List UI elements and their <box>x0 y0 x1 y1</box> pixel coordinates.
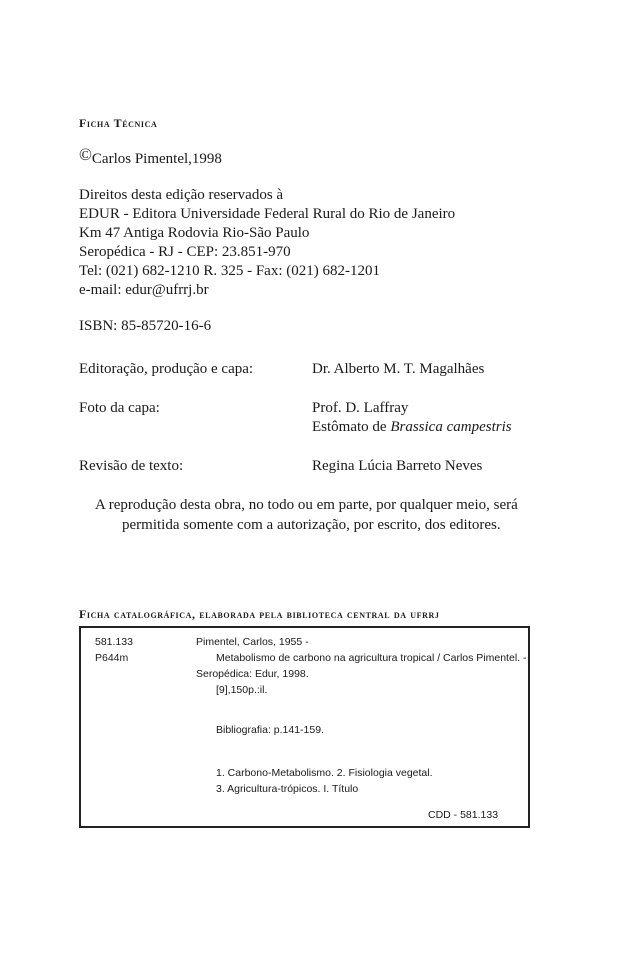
credit-foto-label: Foto da capa: <box>79 400 160 416</box>
credit-revisao-value: Regina Lúcia Barreto Neves <box>312 458 483 474</box>
ficha-tecnica-heading: Ficha Técnica <box>79 116 158 130</box>
publisher-city: Seropédica - RJ - CEP: 23.851-970 <box>79 244 291 260</box>
reproduction-notice-line2: permitida somente com a autorização, por escrito, dos editores. <box>122 517 501 533</box>
catalog-cdd: CDD - 581.133 <box>428 809 499 821</box>
isbn: ISBN: 85-85720-16-6 <box>79 318 212 334</box>
publisher-name: EDUR - Editora Universidade Federal Rural do Rio de Janeiro <box>79 206 456 222</box>
copyright-holder: Carlos Pimentel,1998 <box>91 151 222 167</box>
catalog-subjects-line1: 1. Carbono-Metabolismo. 2. Fisiologia vegetal. <box>216 767 433 779</box>
copyright-symbol: © <box>79 145 92 164</box>
copyright-line <box>79 145 222 169</box>
catalog-author: Pimentel, Carlos, 1955 - <box>196 636 309 648</box>
catalog-cutter: P644m <box>95 652 129 664</box>
ficha-catalografica-heading: Ficha catalográfica, elaborada pela biblioteca central da ufrrj <box>79 607 440 621</box>
reproduction-notice-line1: A reprodução desta obra, no todo ou em parte, por qualquer meio, será <box>95 497 518 513</box>
catalog-pages: [9],150p.:il. <box>216 684 268 696</box>
credit-revisao-label: Revisão de texto: <box>79 458 184 474</box>
catalog-title-line1: Metabolismo de carbono na agricultura tropical / Carlos Pimentel. - <box>216 652 527 664</box>
credit-editoracao-value: Dr. Alberto M. T. Magalhães <box>312 361 485 377</box>
catalog-bibliography: Bibliografia: p.141-159. <box>216 724 324 736</box>
foto-desc-species: Brassica campestris <box>390 419 512 435</box>
catalog-subjects-line2: 3. Agricultura-trópicos. I. Título <box>216 783 359 795</box>
foto-desc-prefix: Estômato de <box>312 419 391 435</box>
publisher-phone: Tel: (021) 682-1210 R. 325 - Fax: (021) 682-1201 <box>79 263 380 279</box>
credit-editoracao-label: Editoração, produção e capa: <box>79 361 254 377</box>
credit-foto-description <box>312 418 512 437</box>
catalog-call-number: 581.133 <box>95 636 133 648</box>
credit-foto-value: Prof. D. Laffray <box>312 400 409 416</box>
catalog-title-line2: Seropédica: Edur, 1998. <box>196 668 309 680</box>
publisher-email: e-mail: edur@ufrrj.br <box>79 282 209 298</box>
rights-line: Direitos desta edição reservados à <box>79 187 284 203</box>
publisher-block <box>79 186 455 300</box>
publisher-address: Km 47 Antiga Rodovia Rio-São Paulo <box>79 225 310 241</box>
